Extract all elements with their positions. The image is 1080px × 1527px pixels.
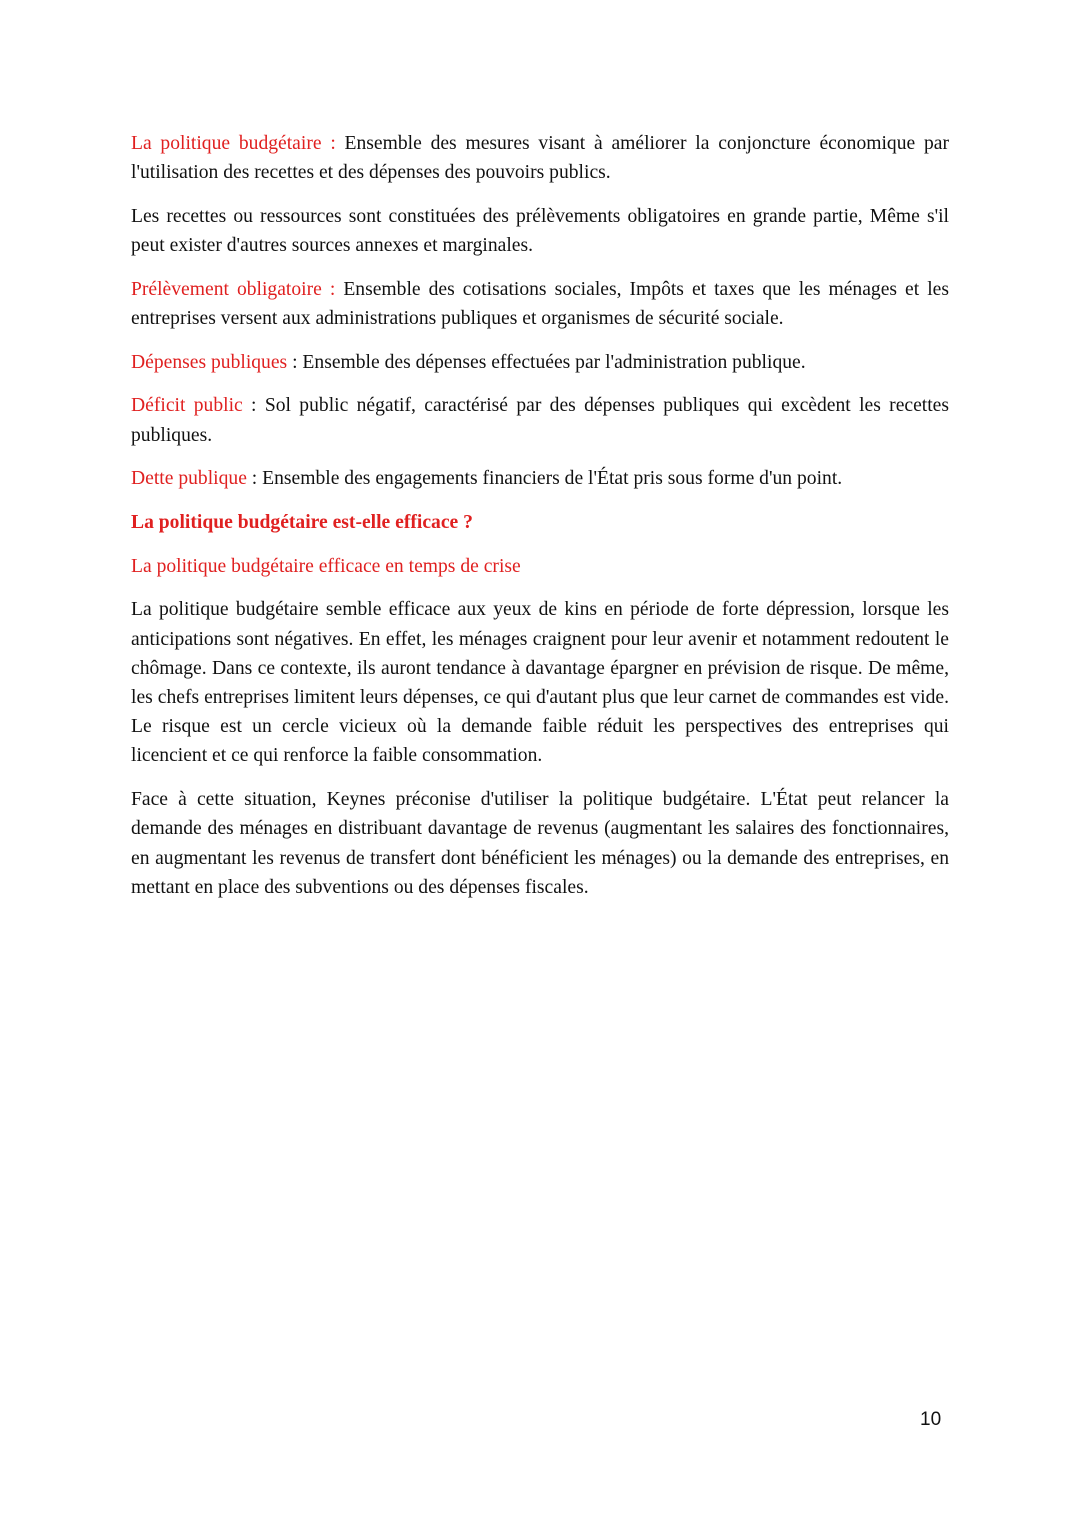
definition-term: Prélèvement obligatoire :	[131, 278, 336, 300]
definition-prelevement-obligatoire	[131, 275, 949, 333]
definition-depenses-publiques	[131, 348, 949, 377]
definition-term: Déficit public	[131, 395, 243, 417]
definition-politique-budgetaire	[131, 129, 949, 187]
page-number: 10	[920, 1409, 942, 1430]
definition-text: : Ensemble des engagements financiers de l'État pris sous forme d'un point.	[246, 468, 843, 490]
body-paragraph: La politique budgétaire semble efficace aux yeux de kins en période de forte dépression, lorsque les anticipations sont négatives. En effet, les ménages craignent pour leur avenir et notamment redoutent le chômage. Dans ce contexte, ils auront tendance à davantage épargner en prévision de risque. De même, les chefs entreprises limitent leurs dépenses, ce qui d'autant plus que leur carnet de commandes est vide. Le risque est un cercle vicieux où la demande faible réduit les perspectives des entreprises qui licencient et ce qui renforce la faible consommation.	[131, 599, 949, 767]
section-title: La politique budgétaire est-elle efficace ?	[131, 512, 473, 534]
definition-text: Ensemble des cotisations sociales, Impôts et taxes que les ménages et les entreprises versent aux administrations publiques et organismes de sécurité sociale.	[131, 278, 949, 330]
body-paragraph: Face à cette situation, Keynes préconise d'utiliser la politique budgétaire. L'État peut relancer la demande des ménages en distribuant davantage de revenus (augmentant les salaires des fonctionnaires, en augmentant les revenus de transfert dont bénéficient les ménages) ou la demande des entreprises, en mettant en place des subventions ou des dépenses fiscales.	[131, 789, 949, 898]
definition-term: La politique budgétaire :	[131, 133, 336, 154]
definition-text: : Sol public négatif, caractérisé par des dépenses publiques qui excèdent les recettes publiques.	[131, 395, 949, 446]
definition-text: Ensemble des mesures visant à améliorer la conjoncture économique par l'utilisation des recettes et des dépenses des pouvoirs publics.	[131, 133, 949, 184]
section-subtitle: La politique budgétaire efficace en temps de crise	[131, 555, 521, 577]
definition-term: Dette publique	[131, 468, 247, 490]
document-page	[131, 129, 949, 916]
definition-text: : Ensemble des dépenses effectuées par l'administration publique.	[287, 351, 806, 373]
definition-dette-publique	[131, 464, 949, 493]
definition-term: Dépenses publiques	[131, 351, 288, 373]
definition-deficit-public	[131, 391, 949, 449]
paragraph-recettes: Les recettes ou ressources sont constituées des prélèvements obligatoires en grande partie, Même s'il peut exister d'autres sources annexes et marginales.	[131, 205, 949, 257]
